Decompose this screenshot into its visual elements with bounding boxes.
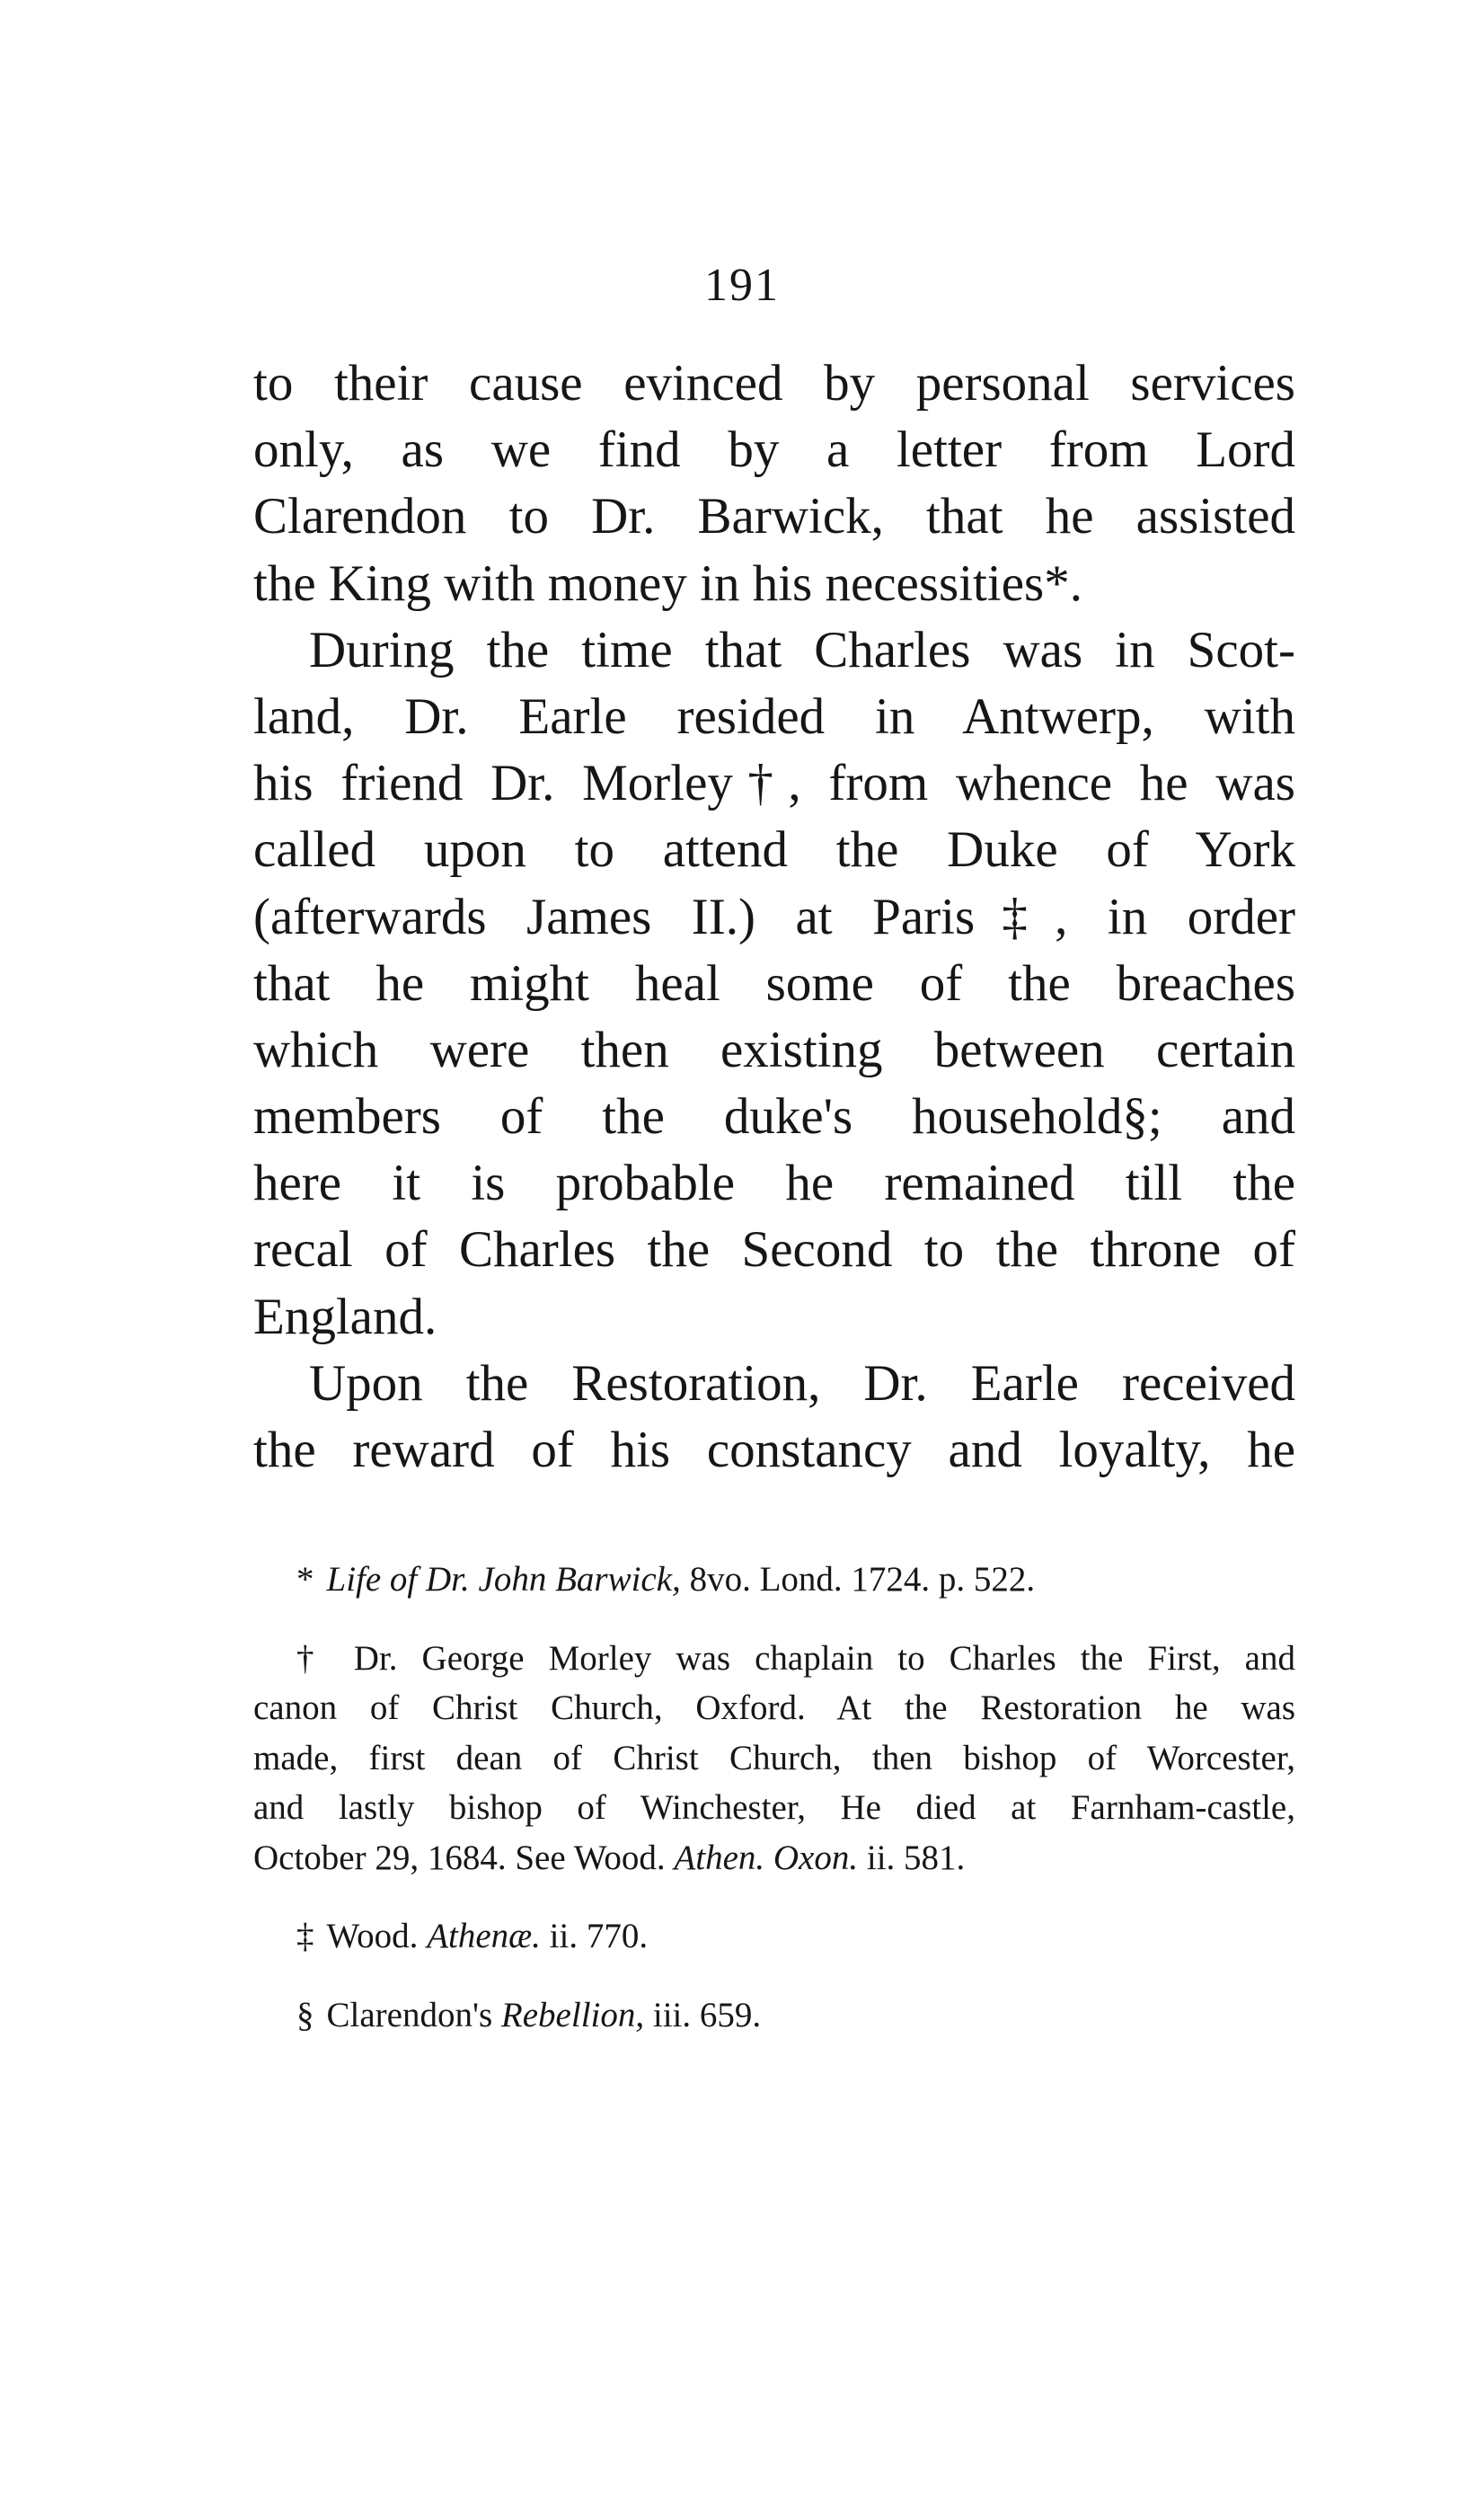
footnote-1-rest: 8vo. Lond. 1724. p. 522. — [689, 1560, 1036, 1599]
footnotes — [253, 1555, 1295, 2040]
body-line: England. — [253, 1288, 437, 1345]
footnote-3-pre: Wood. — [326, 1917, 419, 1955]
footnote-4-pre: Clarendon's — [326, 1995, 493, 2034]
footnote-mark: * — [296, 1560, 314, 1599]
footnote-3-post: ii. 770. — [549, 1917, 649, 1955]
footnote-2-line: and lastly bishop of Winchester, He died at Farnham-castle, — [253, 1788, 1295, 1827]
footnote-4-italic: Rebellion, — [500, 1995, 645, 2034]
body-line: members of the duke's household§; and — [253, 1088, 1295, 1146]
body-text — [253, 350, 1295, 1484]
page-number: 191 — [704, 260, 780, 311]
body-line: recal of Charles the Second to the throne of — [253, 1221, 1295, 1279]
body-line: called upon to attend the Duke of York — [253, 821, 1295, 879]
footnote-2-athen: Athen. — [674, 1838, 765, 1877]
footnote-4 — [253, 1990, 1295, 2041]
footnote-1-title: Life of Dr. John Barwick, — [326, 1560, 681, 1599]
footnote-2-last-end: ii. 581. — [866, 1838, 966, 1877]
body-line: the King with money in his necessities*. — [253, 554, 1082, 612]
footnote-2-line — [253, 1833, 1295, 1883]
footnote-3 — [253, 1911, 1295, 1962]
body-line: land, Dr. Earle resided in Antwerp, with — [253, 687, 1295, 745]
body-line: Clarendon to Dr. Barwick, that he assisted — [253, 488, 1295, 545]
footnote-2-oxon: Oxon. — [773, 1838, 859, 1877]
footnote-1 — [253, 1555, 1295, 1605]
body-line: his friend Dr. Morley†, from whence he was — [253, 755, 1295, 812]
body-line: During the time that Charles was in Scot- — [309, 621, 1295, 678]
footnote-3-italic: Athenæ. — [427, 1917, 541, 1955]
body-line: only, as we find by a letter from Lord — [253, 421, 1295, 479]
footnote-2 — [253, 1634, 1295, 1883]
footnote-mark: ‡ — [296, 1917, 314, 1955]
body-line: that he might heal some of the breaches — [253, 954, 1295, 1012]
body-line: the reward of his constancy and loyalty, he — [253, 1422, 1295, 1478]
body-line: to their cause evinced by personal services — [253, 355, 1295, 412]
footnote-4-post: iii. 659. — [652, 1995, 762, 2034]
footnote-mark: § — [296, 1995, 314, 2034]
footnote-2-line: canon of Christ Church, Oxford. At the Restoration he was — [253, 1688, 1295, 1727]
footnote-2-line: made, first dean of Christ Church, then bishop of Worcester, — [253, 1738, 1295, 1777]
footnote-2-last-start: October 29, 1684. See Wood. — [253, 1838, 666, 1877]
footnote-2-line: † Dr. George Morley was chaplain to Charles the First, and — [296, 1638, 1295, 1678]
body-line: here it is probable he remained till the — [253, 1155, 1295, 1212]
body-line: which were then existing between certain — [253, 1021, 1295, 1078]
body-line: Upon the Restoration, Dr. Earle received — [309, 1354, 1295, 1412]
body-line: (afterwards James II.) at Paris‡, in order — [253, 888, 1295, 945]
